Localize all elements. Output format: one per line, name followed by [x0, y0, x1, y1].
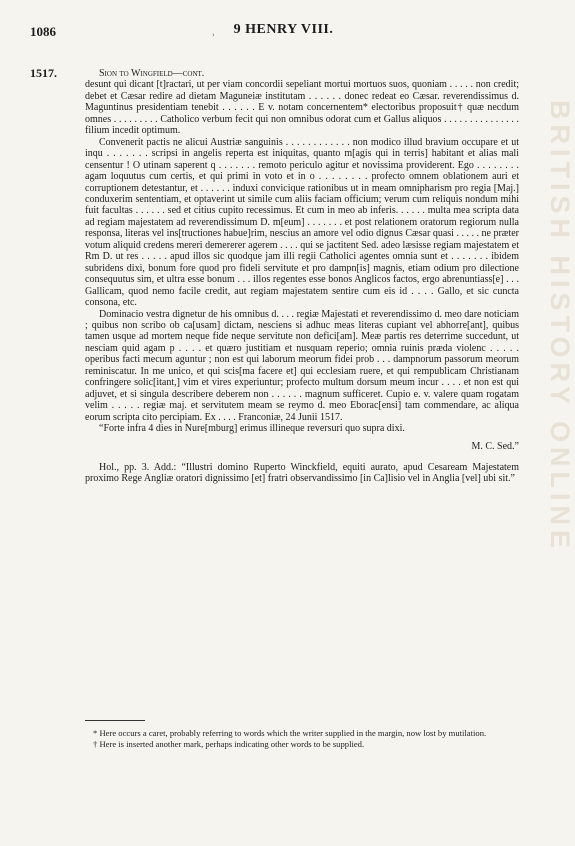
holograph-note: Hol., pp. 3. Add.: “Illustri domino Ruperto Winckfield, equiti aurato, apud Cesaream Majestatem proximo Rege Angliæ oratori dignissimo [et] fratri observandissimo [in Ca]lisio vel in Anglia [vel] ubi sit.” [85, 461, 519, 485]
footnote-2: † Here is inserted another mark, perhaps indicating other words to be supplied. [93, 739, 365, 749]
page-number: 1086 [30, 24, 56, 39]
paragraph-1: desunt qui dicant [t]ractari, ut per viam concordii sepeliant mortui mortuos suos, quoniam . . . . . non credit; debet et Cæsar redire ad dietam Maguneiæ institutam . . . . . . donec redeat eo Cæsar. reverendissimus d. Maguntinus presidentiam tenebit . . . . . . E v. notam concernentem* electoribus proposuit† quæ necdum omnes . . . . . . . . . Catholico verbum fecit qui non omnibus odorat cum et Gallus aliquos . . . . . . . . . . . . . . . filium incedit optimum. [85, 79, 519, 137]
paragraph-2: Convenerit pactis ne alicui Austriæ sanguinis . . . . . . . . . . . . non modico illud bravium occupare et ut inqu . . . . . . . scripsi in angelis reperta est iniquitas, quanto m[agis qui in terris] habitant et alias mali censentur ! O utinam saperent q . . . . . . . remoto periculo agitur et novissima providerent. Ego . . . . . . . . agam loquutus cum certis, et qui primi in voto et in o . . . . . . . . profecto omnem oblationem auri et corruptionem detestantur, et . . . . . . induxi convicique rationibus ut in meam omnipharism pro regia [Maj.] conduxerim sententiam, et optaverint ut simile cum aliis faciam officium; verum cum reliquis nondum mihi fuit facultas . . . . . . sed et citius cupito recessimus. Et cum in meo ab inferis. . . . . . multa mea scripta data ad regiam majestatem ad reverendissimum D. m[eum] . . . . . . . et post relationem oratorum regiorum nulla responsa, literas vel ins[tructiones habue]rim, nescius an amore vel odio dignus Cæsar quasi . . . . . ne præter votum aliquid credens mereri demererer agerem . . . . qui se jactitent Sed. adeo læsisse regiam majestatem et Rm D. ut res . . . . . apud illos sic quodque jam illi regii Catholici agentes omnia sunt et . . . . . . . ibidem subridens dixi, bonum fore quod pro fideli servitute et pro dampn[is] magnis, etiam odium pro dilectione consequutus sim, et ultra esse bonum . . . illos regentes esse bonos Anglicos factos, ergo abrenuntiass[e] . . . Gallicam, quod nemo facile credit, aut regiam majestatem sentire cum eis id . . . . Gallo, et sic cuncta consona, etc. [85, 136, 519, 309]
watermark-text: BRITISH HISTORY ONLINE [545, 100, 575, 554]
letter-heading: Sion to Wingfield—cont. [99, 68, 205, 79]
margin-year: 1517. [30, 66, 57, 80]
margin-mark: › [212, 30, 215, 39]
footnote-divider [85, 720, 145, 721]
signature: M. C. Sed.” [471, 440, 519, 452]
running-title: 9 HENRY VIII. [233, 22, 334, 37]
paragraph-3: Dominacio vestra dignetur de his omnibus d. . . . regiæ Majestati et reverendissimo d. meo dare noticiam ; quibus non scribo ob ca[usam] dictam, nesciens si adhuc meas literas cupiant vel abhorre[ant], quibus tamen usque ad mortem neque fide neque servitute non defici[am]. Meæ partis res deterrime succedunt, ut nesciam quid agam p . . . . et quæro justitiam et nusquam reperio; omnia ruinis præda violenc . . . . . operibus facti mecum aguntur ; non est qui laborum meorum fidei prob . . . dampnorum passorum meorum reminiscatur. In me unico, et qui scis[ma facere et] qui ecclesiam ruere, et qui rempublicam Christianam confringere solic[itant,] vim et vires experiuntur; profecto multum dorsum meum incur . . . . et non est qui adjuvet, et si singula describere deberem non . . . . . . magnum sufficeret. Cupio e. v. valere quam rogatam velim . . . . . regiæ maj. et servitutem meam se reymo d. meo Eborac[ensi] tam commendare, ac aliqua eorum scripta cito percipiam. Ex . . . . Franconiæ, 24 Junii 1517. [85, 308, 519, 423]
footnote-1: * Here occurs a caret, probably referring to words which the writer supplied in the margin, now lost by mutilation. [93, 728, 487, 738]
paragraph-4: “Forte infra 4 dies in Nure[mburg] erimus illineque reversuri quo supra dixi. [99, 423, 405, 435]
footnotes [85, 728, 519, 750]
letter-body [85, 68, 519, 485]
